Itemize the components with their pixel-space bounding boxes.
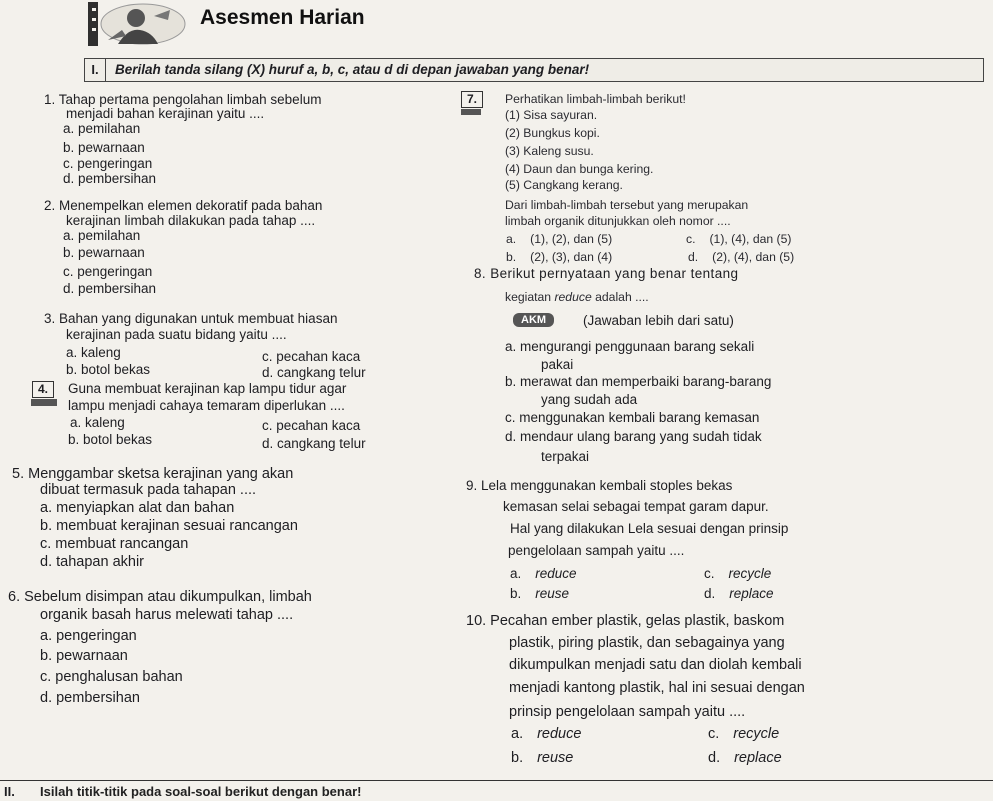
q8-option-b-cont: yang sudah ada — [541, 392, 638, 407]
q9-option-d-label: d. — [704, 586, 716, 601]
q4-option-d[interactable]: d. cangkang telur — [262, 436, 366, 451]
q3-stem-line2: kerajinan pada suatu bidang yaitu .... — [66, 327, 287, 342]
q2-option-d[interactable]: d. pembersihan — [63, 281, 157, 296]
q7-option-c-text: (1), (4), dan (5) — [709, 232, 792, 246]
q8-stem-line2 — [505, 290, 649, 304]
q5-stem-line1: 5. Menggambar sketsa kerajinan yang akan — [12, 466, 294, 482]
q9-option-b[interactable] — [510, 586, 569, 601]
q8-stem-post: adalah .... — [591, 290, 649, 304]
q9-stem-line2: kemasan selai sebagai tempat garam dapur. — [503, 499, 769, 514]
q8-option-b[interactable]: b. merawat dan memperbaiki barang-barang — [505, 374, 772, 389]
q8-option-d-cont: terpakai — [541, 449, 590, 464]
q6-option-d[interactable]: d. pembersihan — [40, 690, 140, 706]
q7-option-a[interactable] — [506, 232, 612, 246]
instruction-text: Berilah tanda silang (X) huruf a, b, c, atau d di depan jawaban yang benar! — [115, 62, 590, 77]
q4-option-c[interactable]: c. pecahan kaca — [262, 418, 361, 433]
q7-option-b-text: (2), (3), dan (4) — [530, 250, 613, 264]
section-ii-number: II. — [4, 784, 15, 799]
q7-stem-line3: limbah organik ditunjukkan oleh nomor .... — [505, 214, 731, 228]
q9-option-a[interactable] — [510, 566, 577, 581]
q9-option-a-label: a. — [510, 566, 522, 581]
q7-option-d-text: (2), (4), dan (5) — [712, 250, 795, 264]
q10-option-d[interactable] — [708, 750, 782, 766]
q3-option-c[interactable]: c. pecahan kaca — [262, 349, 361, 364]
q7-item-2: (2) Bungkus kopi. — [505, 126, 600, 140]
q7-item-4: (4) Daun dan bunga kering. — [505, 162, 654, 176]
q4-stem-line1: Guna membuat kerajinan kap lampu tidur agar — [68, 381, 347, 396]
q6-stem-line1: 6. Sebelum disimpan atau dikumpulkan, limbah — [8, 589, 312, 605]
q9-option-c[interactable] — [704, 566, 771, 581]
q10-stem-line1: 10. Pecahan ember plastik, gelas plastik, baskom — [466, 613, 785, 629]
q8-stem-pre: kegiatan — [505, 290, 555, 304]
q8-stem-line1: 8. Berikut pernyataan yang benar tentang — [474, 266, 739, 281]
q8-option-a-cont: pakai — [541, 357, 574, 372]
q10-option-c-text: recycle — [733, 726, 780, 742]
q2-stem-line1: 2. Menempelkan elemen dekoratif pada bahan — [44, 198, 323, 213]
q8-option-c[interactable]: c. menggunakan kembali barang kemasan — [505, 410, 760, 425]
person-head-icon — [127, 9, 145, 27]
q4-option-b[interactable]: b. botol bekas — [68, 432, 153, 447]
q5-option-a[interactable]: a. menyiapkan alat dan bahan — [40, 500, 235, 516]
q10-option-b[interactable] — [511, 750, 573, 766]
q7-option-c-label: c. — [686, 232, 696, 246]
q9-option-b-text: reuse — [535, 586, 570, 601]
q9-option-d-text: replace — [729, 586, 774, 601]
q5-stem-line2: dibuat termasuk pada tahapan .... — [40, 482, 257, 498]
q1-stem-line2: menjadi bahan kerajinan yaitu .... — [66, 106, 265, 121]
q9-option-d[interactable] — [704, 586, 774, 601]
q1-option-b[interactable]: b. pewarnaan — [63, 140, 145, 155]
q9-option-b-label: b. — [510, 586, 522, 601]
q2-option-a[interactable]: a. pemilahan — [63, 228, 141, 243]
q10-option-b-text: reuse — [537, 750, 574, 766]
q7-number-badge: 7. — [461, 91, 483, 108]
q7-stem-line2: Dari limbah-limbah tersebut yang merupakan — [505, 198, 749, 212]
q9-stem-line1: 9. Lela menggunakan kembali stoples bekas — [466, 478, 733, 493]
q7-option-a-text: (1), (2), dan (5) — [530, 232, 613, 246]
q7-option-d-label: d. — [688, 250, 699, 264]
q10-option-a[interactable] — [511, 726, 581, 742]
page-title: Asesmen Harian — [200, 6, 365, 29]
q10-stem-line5: prinsip pengelolaan sampah yaitu .... — [509, 704, 746, 720]
q10-stem-line2: plastik, piring plastik, dan sebagainya yang — [509, 635, 785, 651]
q7-item-5: (5) Cangkang kerang. — [505, 178, 623, 192]
q3-option-d[interactable]: d. cangkang telur — [262, 365, 366, 380]
q3-option-b[interactable]: b. botol bekas — [66, 362, 151, 377]
q5-option-d[interactable]: d. tahapan akhir — [40, 554, 144, 570]
q9-stem-line3: Hal yang dilakukan Lela sesuai dengan prinsip — [510, 521, 789, 536]
q8-option-a[interactable]: a. mengurangi penggunaan barang sekali — [505, 339, 755, 354]
q9-stem-line4: pengelolaan sampah yaitu .... — [508, 543, 685, 558]
q4-number-badge: 4. — [32, 381, 54, 398]
q1-option-c[interactable]: c. pengeringan — [63, 156, 153, 171]
q9-option-c-text: recycle — [728, 566, 772, 581]
akm-badge: AKM — [513, 313, 554, 327]
q8-stem-reduce: reduce — [554, 290, 592, 304]
section-ii-instruction: Isilah titik-titik pada soal-soal berikut dengan benar! — [40, 784, 362, 799]
q1-option-d[interactable]: d. pembersihan — [63, 171, 157, 186]
q10-option-a-text: reduce — [537, 726, 582, 742]
q4-stem-line2: lampu menjadi cahaya temaram diperlukan .... — [68, 398, 345, 413]
q7-item-1: (1) Sisa sayuran. — [505, 108, 598, 122]
q5-option-c[interactable]: c. membuat rancangan — [40, 536, 189, 552]
q9-option-a-text: reduce — [535, 566, 577, 581]
q1-option-a[interactable]: a. pemilahan — [63, 121, 141, 136]
q8-option-d[interactable]: d. mendaur ulang barang yang sudah tidak — [505, 429, 762, 444]
q10-option-b-label: b. — [511, 750, 524, 766]
q7-stem: Perhatikan limbah-limbah berikut! — [505, 92, 686, 106]
q10-stem-line4: menjadi kantong plastik, hal ini sesuai dengan — [509, 680, 805, 696]
q2-stem-line2: kerajinan limbah dilakukan pada tahap .... — [66, 213, 316, 228]
q3-stem-line1: 3. Bahan yang digunakan untuk membuat hiasan — [44, 311, 338, 326]
q6-option-b[interactable]: b. pewarnaan — [40, 648, 128, 664]
q7-option-b[interactable] — [506, 250, 612, 264]
q6-option-c[interactable]: c. penghalusan bahan — [40, 669, 183, 685]
header-illustration — [88, 0, 188, 50]
q10-option-c-label: c. — [708, 726, 720, 742]
q10-stem-line3: dikumpulkan menjadi satu dan diolah kembali — [509, 657, 802, 673]
q2-option-b[interactable]: b. pewarnaan — [63, 245, 145, 260]
q9-option-c-label: c. — [704, 566, 715, 581]
q10-option-c[interactable] — [708, 726, 779, 742]
q6-option-a[interactable]: a. pengeringan — [40, 628, 137, 644]
instruction-banner — [84, 58, 984, 82]
q7-option-b-label: b. — [506, 250, 517, 264]
hots-badge-icon — [461, 109, 481, 115]
hots-badge-icon — [31, 399, 57, 406]
q5-option-b[interactable]: b. membuat kerajinan sesuai rancangan — [40, 518, 298, 534]
q3-option-a[interactable]: a. kaleng — [66, 345, 121, 360]
q4-option-a[interactable]: a. kaleng — [70, 415, 125, 430]
q6-stem-line2: organik basah harus melewati tahap .... — [40, 607, 294, 623]
q10-option-a-label: a. — [511, 726, 524, 742]
q1-stem-line1: 1. Tahap pertama pengolahan limbah sebelum — [44, 92, 322, 107]
q7-option-c[interactable] — [686, 232, 791, 246]
q10-option-d-label: d. — [708, 750, 721, 766]
q7-item-3: (3) Kaleng susu. — [505, 144, 594, 158]
q2-option-c[interactable]: c. pengeringan — [63, 264, 153, 279]
q7-option-a-label: a. — [506, 232, 517, 246]
q7-option-d[interactable] — [688, 250, 794, 264]
q10-option-d-text: replace — [734, 750, 782, 766]
q8-note: (Jawaban lebih dari satu) — [583, 313, 734, 328]
section-number: I. — [85, 59, 106, 81]
